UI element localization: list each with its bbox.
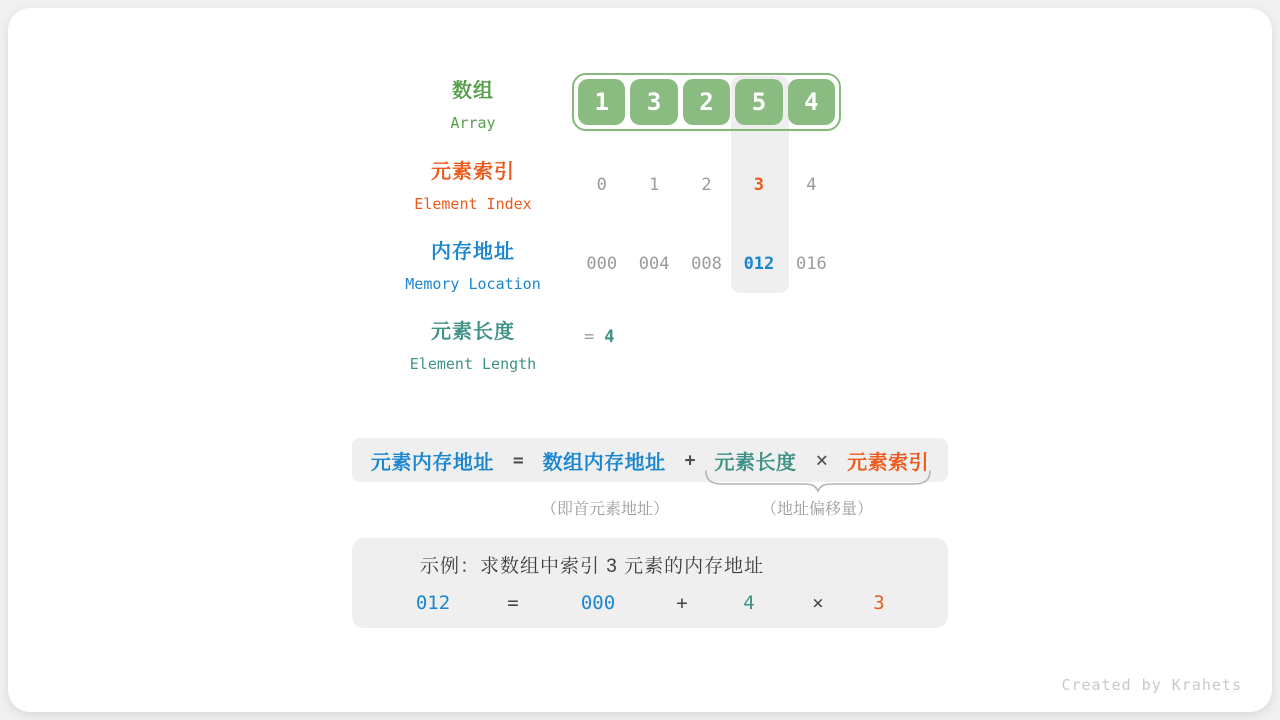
formula-token-element-index: 元素索引 [847,451,930,474]
index-label-zh: 元素索引 [431,161,515,183]
underbrace-icon [705,470,931,494]
example-equals-sign: = [507,592,519,614]
formula-token-array-address: 数组内存地址 [542,451,666,474]
length-equals-sign: = [584,327,595,347]
example-base-address: 000 [580,592,616,614]
memory-label-zh: 内存地址 [431,241,515,263]
array-container [572,73,841,131]
index-cell-highlighted: 3 [753,175,765,195]
annotation-first-element-address: （即首元素地址） [540,501,670,518]
example-result-address: 012 [415,592,451,614]
array-label-en: Array [450,114,496,132]
memory-cell: 016 [795,254,827,274]
formula-token-element-address: 元素内存地址 [370,451,494,474]
memory-location-row [572,253,841,275]
plus-sign: + [684,449,696,471]
index-cell: 4 [806,175,817,195]
array-label-group [353,78,593,133]
watermark-credit: Created by Krahets [1061,676,1242,694]
array-box: 3 [630,79,677,125]
index-cell: 2 [701,175,712,195]
memory-cell: 000 [586,254,618,274]
array-label-zh: 数组 [452,80,494,102]
example-element-length: 4 [743,592,755,614]
memory-label-group [353,239,593,294]
length-label-group [353,319,593,374]
equals-sign: = [512,449,524,471]
index-label-group [353,159,593,214]
diagram-card [8,8,1272,712]
length-label-zh: 元素长度 [431,321,515,343]
annotation-address-offset: （地址偏移量） [760,501,874,518]
index-label-en: Element Index [414,195,532,213]
example-caption: 示例：求数组中索引 3 元素的内存地址 [420,556,765,577]
memory-label-en: Memory Location [405,275,541,293]
array-box: 4 [788,79,835,125]
index-cell: 1 [648,175,660,195]
element-length-equation [584,327,615,347]
array-box-highlighted: 5 [735,79,782,125]
array-box: 2 [683,79,730,125]
example-index-value: 3 [873,592,885,614]
example-plus-sign: + [676,592,688,614]
memory-cell: 004 [638,254,670,274]
memory-cell: 008 [691,254,722,274]
index-cell: 0 [596,175,607,195]
example-multiply-sign: × [812,592,824,614]
length-value: 4 [604,327,615,347]
array-box: 1 [578,79,625,125]
element-index-row [572,174,841,196]
memory-cell-highlighted: 012 [743,254,775,274]
multiply-sign: × [815,448,829,472]
formula-token-element-length: 元素长度 [714,451,797,474]
length-label-en: Element Length [409,355,537,373]
